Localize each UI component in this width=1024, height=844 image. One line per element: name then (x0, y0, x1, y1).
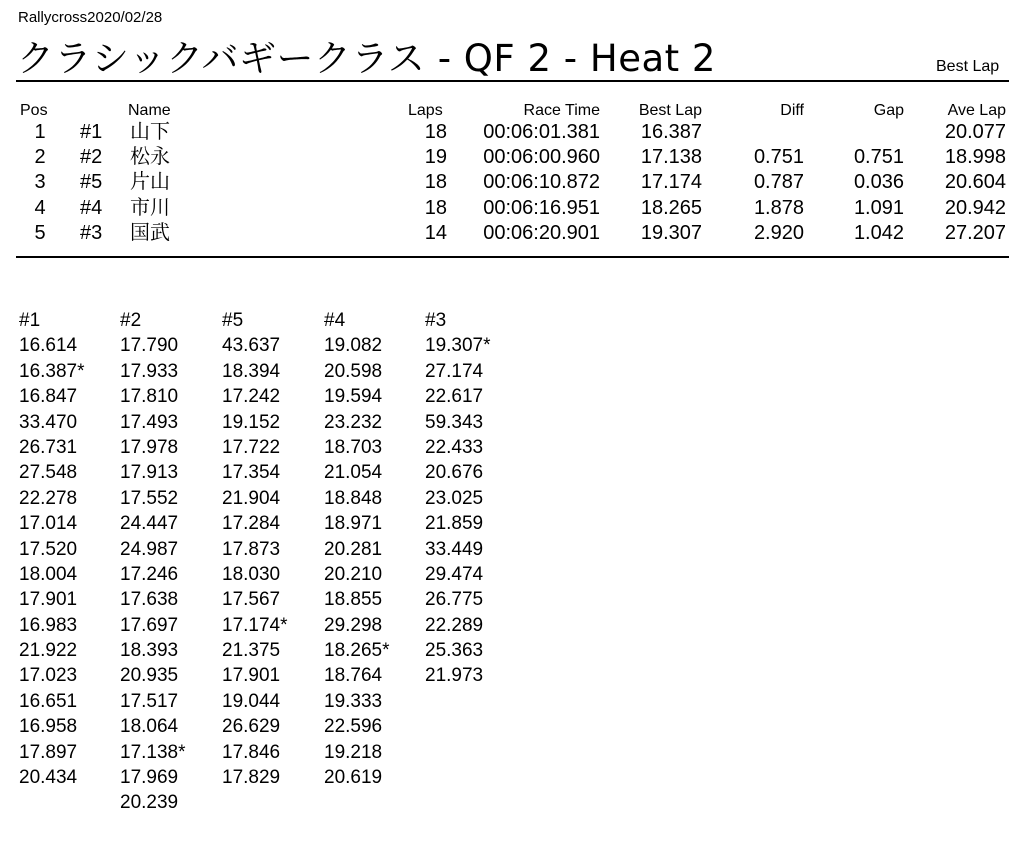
result-gap: 1.042 (853, 221, 904, 244)
lap-time: 27.174 (425, 360, 484, 382)
lap-time: 17.138* (120, 741, 186, 763)
lap-time: 23.025 (425, 487, 484, 509)
col-header-diff: Diff (780, 102, 804, 119)
result-name: 松永 (130, 146, 170, 169)
result-name: 国武 (130, 221, 170, 244)
lap-column-car: #3 (425, 310, 447, 331)
result-race-time: 00:06:16.951 (483, 196, 600, 219)
result-num: #3 (80, 221, 103, 244)
result-best-lap: 16.387 (640, 121, 702, 143)
result-num: #5 (80, 171, 103, 194)
lap-time: 17.933 (120, 360, 179, 382)
lap-time: 22.278 (19, 487, 78, 509)
lap-time: 18.855 (324, 589, 383, 611)
lap-time: 20.210 (324, 563, 383, 585)
lap-time: 18.848 (324, 487, 383, 509)
lap-time: 17.517 (120, 690, 179, 712)
lap-column (222, 308, 288, 790)
lap-time: 21.859 (425, 513, 484, 535)
result-ave-lap: 20.077 (944, 121, 1006, 143)
lap-time: 18.971 (324, 513, 383, 535)
lap-column-car: #1 (19, 310, 41, 331)
lap-time: 33.470 (19, 411, 78, 433)
lap-time: 59.343 (425, 411, 484, 433)
lap-time: 17.014 (19, 513, 78, 535)
event-label: Rallycross2020/02/28 (18, 9, 163, 26)
result-diff: 1.878 (753, 196, 804, 219)
lap-time: 16.847 (19, 386, 78, 408)
lap-time: 17.638 (120, 589, 179, 611)
lap-column (425, 308, 491, 689)
lap-time: 17.873 (222, 538, 281, 560)
lap-time: 16.958 (19, 716, 78, 738)
result-name: 片山 (130, 171, 170, 194)
result-diff: 2.920 (753, 221, 804, 244)
lap-time: 26.731 (19, 436, 78, 458)
result-num: #2 (80, 146, 103, 169)
lap-time: 17.790 (120, 335, 179, 357)
result-gap: 0.036 (853, 171, 904, 194)
lap-time: 21.904 (222, 487, 281, 509)
lap-time: 17.284 (222, 513, 281, 535)
lap-time: 17.810 (120, 386, 179, 408)
lap-time: 19.044 (222, 690, 281, 712)
result-laps: 14 (424, 221, 447, 244)
lap-time: 18.764 (324, 665, 383, 687)
result-ave-lap: 20.942 (944, 196, 1006, 219)
col-header-best-lap: Best Lap (638, 102, 702, 119)
lap-time: 18.265* (324, 640, 390, 662)
lap-time: 16.983 (19, 614, 78, 636)
lap-time: 16.387* (19, 360, 85, 382)
lap-time: 43.637 (222, 335, 281, 357)
result-gap: 0.751 (853, 146, 904, 169)
lap-time: 26.775 (425, 589, 484, 611)
result-ave-lap: 18.998 (944, 146, 1006, 169)
result-best-lap: 17.174 (640, 171, 702, 194)
lap-time: 17.354 (222, 462, 281, 484)
result-diff: 0.787 (753, 171, 804, 194)
lap-column-car: #2 (120, 310, 142, 331)
lap-time: 20.619 (324, 767, 383, 789)
col-header-name: Name (128, 102, 171, 119)
lap-time: 20.239 (120, 792, 179, 814)
lap-column (19, 308, 85, 790)
lap-time: 17.023 (19, 665, 78, 687)
lap-time: 18.030 (222, 563, 281, 585)
lap-time: 20.434 (19, 767, 78, 789)
lap-time: 17.493 (120, 411, 179, 433)
lap-time: 16.614 (19, 335, 78, 357)
lap-time: 22.433 (425, 436, 484, 458)
col-header-ave-lap: Ave Lap (947, 102, 1006, 119)
lap-time: 19.307* (425, 335, 491, 357)
lap-time: 24.447 (120, 513, 179, 535)
col-header-pos: Pos (20, 102, 48, 119)
lap-time: 21.922 (19, 640, 78, 662)
result-best-lap: 17.138 (640, 146, 702, 169)
result-diff: 0.751 (753, 146, 804, 169)
lap-time: 19.333 (324, 690, 383, 712)
lap-time: 20.281 (324, 538, 383, 560)
result-best-lap: 19.307 (640, 221, 702, 244)
lap-time: 17.901 (19, 589, 78, 611)
lap-column (324, 308, 390, 790)
lap-time: 18.703 (324, 436, 383, 458)
lap-time: 17.897 (19, 741, 78, 763)
lap-time: 27.548 (19, 462, 78, 484)
result-pos: 4 (34, 196, 46, 219)
lap-time: 22.596 (324, 716, 383, 738)
lap-column-car: #5 (222, 310, 244, 331)
result-race-time: 00:06:20.901 (483, 221, 600, 244)
col-header-gap: Gap (873, 102, 904, 119)
lap-time: 17.174* (222, 614, 288, 636)
result-race-time: 00:06:00.960 (483, 146, 600, 169)
result-gap: 1.091 (853, 196, 904, 219)
lap-time: 17.846 (222, 741, 281, 763)
lap-time: 17.829 (222, 767, 281, 789)
lap-time: 17.901 (222, 665, 281, 687)
result-race-time: 00:06:10.872 (483, 171, 600, 194)
result-pos: 2 (34, 146, 46, 169)
lap-time: 25.363 (425, 640, 484, 662)
result-laps: 18 (424, 121, 447, 143)
result-num: #4 (80, 196, 103, 219)
lap-time: 33.449 (425, 538, 484, 560)
page-title: クラシックバギークラス - QF 2 - Heat 2 (17, 37, 716, 80)
result-race-time: 00:06:01.381 (483, 121, 600, 143)
lap-time: 19.218 (324, 741, 383, 763)
header-rule (16, 80, 1009, 82)
lap-time: 17.697 (120, 614, 179, 636)
result-best-lap: 18.265 (640, 196, 702, 219)
lap-time: 17.552 (120, 487, 179, 509)
lap-time: 18.004 (19, 563, 78, 585)
lap-time: 17.520 (19, 538, 78, 560)
lap-time: 17.722 (222, 436, 281, 458)
result-laps: 18 (424, 171, 447, 194)
lap-time: 21.973 (425, 665, 484, 687)
result-num: #1 (80, 121, 103, 143)
lap-time: 20.598 (324, 360, 383, 382)
lap-time: 19.152 (222, 411, 281, 433)
col-header-race-time: Race Time (523, 102, 600, 119)
lap-time: 17.969 (120, 767, 179, 789)
lap-time: 29.474 (425, 563, 484, 585)
lap-time: 20.935 (120, 665, 179, 687)
lap-time: 17.978 (120, 436, 179, 458)
lap-time: 17.913 (120, 462, 179, 484)
result-ave-lap: 27.207 (944, 221, 1006, 244)
best-lap-caption: Best Lap (936, 58, 1000, 75)
lap-column-car: #4 (324, 310, 346, 331)
result-pos: 3 (34, 171, 46, 194)
lap-time: 18.394 (222, 360, 281, 382)
lap-time: 21.375 (222, 640, 281, 662)
col-header-laps: Laps (408, 102, 443, 119)
result-pos: 1 (34, 121, 46, 143)
lap-time: 21.054 (324, 462, 383, 484)
result-name: 市川 (130, 196, 170, 219)
lap-time: 16.651 (19, 690, 78, 712)
lap-time: 17.246 (120, 563, 179, 585)
lap-time: 17.242 (222, 386, 281, 408)
lap-time: 18.064 (120, 716, 179, 738)
lap-time: 19.082 (324, 335, 383, 357)
lap-time: 29.298 (324, 614, 383, 636)
lap-time: 18.393 (120, 640, 179, 662)
result-laps: 19 (424, 146, 447, 169)
lap-time: 22.617 (425, 386, 484, 408)
result-laps: 18 (424, 196, 447, 219)
lap-time: 19.594 (324, 386, 383, 408)
result-pos: 5 (34, 221, 46, 244)
results-rule (16, 256, 1009, 258)
lap-time: 26.629 (222, 716, 281, 738)
lap-column (120, 308, 186, 816)
result-ave-lap: 20.604 (944, 171, 1006, 194)
result-name: 山下 (130, 121, 170, 143)
lap-time: 17.567 (222, 589, 281, 611)
lap-time: 24.987 (120, 538, 179, 560)
lap-time: 23.232 (324, 411, 383, 433)
lap-time: 22.289 (425, 614, 484, 636)
lap-time: 20.676 (425, 462, 484, 484)
